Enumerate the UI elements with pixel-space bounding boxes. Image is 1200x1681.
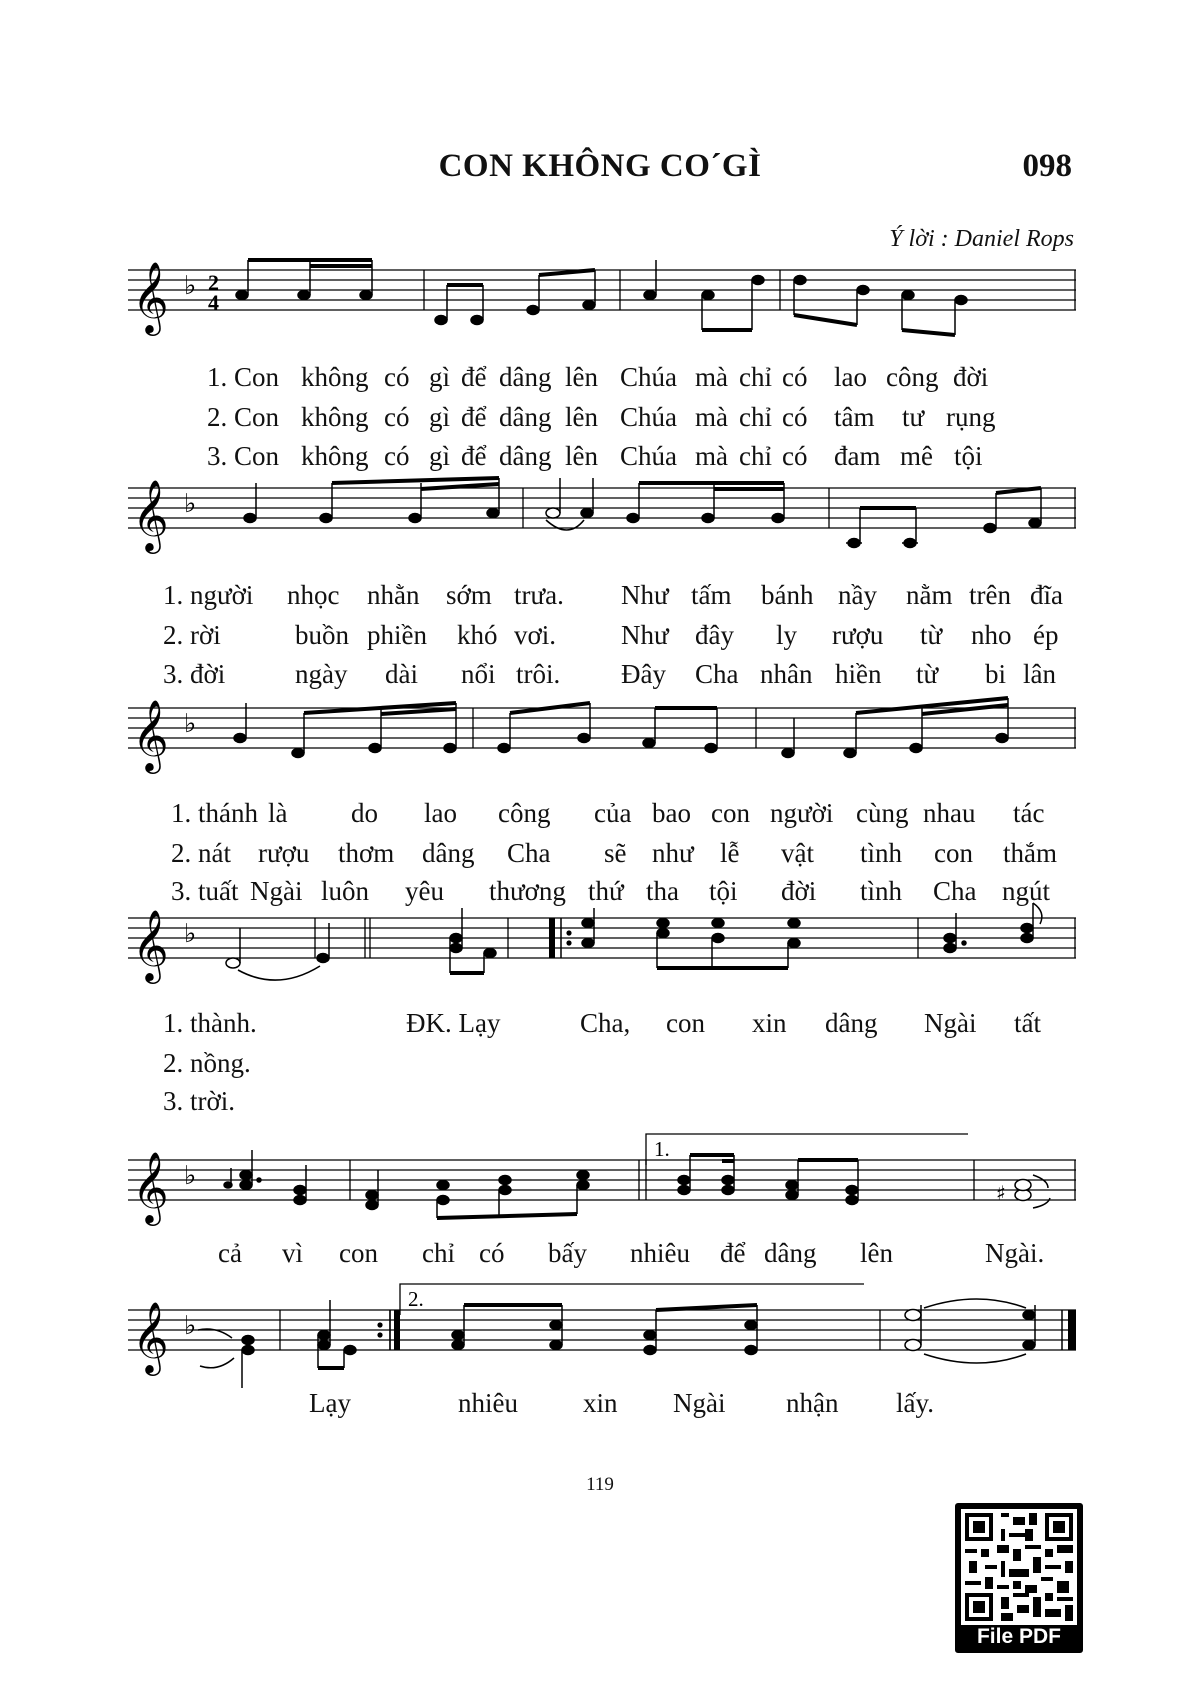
lyric-syllable: Lạy (309, 1388, 351, 1418)
lyric-syllable: nhau (923, 798, 976, 828)
song-title: CON KHÔNG CO´GÌ (438, 148, 762, 184)
lyric-syllable: bao (652, 798, 691, 828)
lyric-syllable: vơi. (514, 620, 557, 650)
music-system-1 (128, 260, 1076, 480)
lyric-syllable: để (461, 402, 487, 432)
lyric-syllable: 1. thành. (163, 1008, 257, 1038)
lyric-syllable: lao (834, 362, 867, 392)
lyric-syllable: nho (971, 620, 1012, 650)
lyric-syllable: xin (752, 1008, 787, 1038)
lyric-syllable: mà (695, 441, 728, 471)
lyric-syllable: thương (489, 876, 566, 906)
lyric-syllable: 2. Con (207, 402, 280, 432)
lyric-syllable: có (384, 362, 410, 392)
lyric-syllable: nhằn (367, 580, 420, 610)
lyric-syllable: là (268, 798, 288, 828)
lyric-syllable: tội (709, 876, 738, 906)
lyric-syllable: Đây (621, 659, 666, 689)
lyric-syllable: bấy (548, 1238, 587, 1268)
music-system-6 (128, 1280, 1076, 1450)
lyric-syllable: tư (902, 402, 925, 432)
lyric-syllable: vật (781, 838, 814, 868)
lyric-syllable: nhận (786, 1388, 839, 1418)
lyric-syllable: cả (218, 1238, 242, 1268)
lyric-syllable: 3. trời. (163, 1086, 236, 1116)
lyric-syllable: tất (1014, 1008, 1041, 1038)
lyric-syllable: con (711, 798, 750, 828)
lyric-syllable: đời (953, 362, 989, 392)
lyric-syllable: bi (985, 659, 1007, 689)
lyric-syllable: có (479, 1238, 505, 1268)
lyric-syllable: gì (429, 362, 451, 392)
page-number: 119 (586, 1474, 614, 1495)
lyric-syllable: vì (282, 1238, 304, 1268)
lyric-syllable: luôn (321, 876, 370, 906)
lyric-syllable: nhiêu (458, 1388, 518, 1418)
lyric-syllable: yêu (405, 876, 444, 906)
lyric-syllable: không (301, 441, 369, 471)
lyric-syllable: của (594, 798, 632, 828)
lyric-syllable: gì (429, 402, 451, 432)
lyric-syllable: do (351, 798, 378, 828)
svg-text:♭: ♭ (184, 1161, 197, 1191)
lyric-syllable: chỉ (739, 441, 772, 471)
lyric-syllable: lên (565, 441, 598, 471)
lyric-syllable: con (339, 1238, 378, 1268)
lyric-syllable: 3. Con (207, 441, 280, 471)
lyric-syllable: đĩa (1030, 580, 1063, 610)
lyric-syllable: gì (429, 441, 451, 471)
svg-text:𝄞: 𝄞 (132, 698, 169, 771)
lyric-syllable: xin (583, 1388, 618, 1418)
lyric-syllable: dâng (764, 1238, 817, 1268)
lyric-syllable: dài (385, 659, 418, 689)
lyric-syllable: có (782, 441, 808, 471)
lyric-syllable: Cha (507, 838, 551, 868)
lyric-syllable: phiền (367, 620, 427, 650)
lyric-syllable: ly (776, 620, 798, 650)
lyric-syllable: dâng (499, 402, 552, 432)
lyric-syllable: người (770, 798, 834, 828)
lyric-syllable: rượu (258, 838, 310, 868)
lyric-syllable: chỉ (739, 362, 772, 392)
music-system-5 (128, 1130, 1076, 1280)
svg-text:♭: ♭ (184, 919, 197, 949)
music-system-2 (128, 478, 1076, 698)
lyric-syllable: cùng (856, 798, 909, 828)
lyric-syllable: khó (457, 620, 498, 650)
lyric-syllable: ĐK. Lạy (406, 1008, 501, 1038)
lyric-syllable: trôi. (516, 659, 561, 689)
lyric-syllable: đời (781, 876, 817, 906)
qr-code-icon (961, 1509, 1077, 1625)
lyric-syllable: nhiêu (630, 1238, 690, 1268)
svg-text:♭: ♭ (184, 489, 197, 519)
lyric-syllable: tâm (834, 402, 875, 432)
lyric-syllable: rụng (946, 402, 996, 432)
lyric-syllable: nổi (461, 659, 496, 689)
lyric-syllable: buồn (295, 620, 349, 650)
lyric-syllable: tấm (691, 580, 732, 610)
lyric-syllable: thơm (338, 838, 395, 868)
lyric-syllable: Ngài (673, 1388, 726, 1418)
lyric-syllable: 3. đời (163, 659, 226, 689)
lyric-syllable: ngút (1002, 876, 1051, 906)
svg-text:♭: ♭ (184, 1311, 197, 1341)
lyric-syllable: lấy. (896, 1388, 934, 1418)
lyric-syllable: có (384, 441, 410, 471)
lyric-syllable: đam (834, 441, 881, 471)
lyric-syllable: Ngài (924, 1008, 977, 1038)
lyric-syllable: Như (621, 580, 669, 610)
staff-4 (128, 908, 1076, 998)
lyric-syllable: lễ (720, 838, 740, 868)
svg-text:♯: ♯ (996, 1181, 1006, 1205)
lyric-syllable: Ngài (250, 876, 303, 906)
lyric-syllable: Chúa (620, 441, 677, 471)
lyric-syllable: có (782, 402, 808, 432)
lyric-syllable: 3. tuất (171, 876, 239, 906)
lyric-syllable: con (666, 1008, 705, 1038)
lyric-syllable: 1. thánh (171, 798, 258, 828)
lyric-syllable: không (301, 362, 369, 392)
lyric-syllable: mà (695, 402, 728, 432)
lyric-syllable: không (301, 402, 369, 432)
lyric-syllable: con (934, 838, 973, 868)
lyric-syllable: dâng (499, 362, 552, 392)
lyric-syllable: để (720, 1238, 746, 1268)
svg-text:2.: 2. (408, 1287, 424, 1311)
lyric-syllable: dâng (422, 838, 475, 868)
lyric-syllable: mà (695, 362, 728, 392)
music-system-3 (128, 698, 1076, 908)
lyric-syllable: mê (900, 441, 933, 471)
lyric-syllable: nằm (906, 580, 953, 610)
lyricist-credit: Ý lời : Daniel Rops (889, 226, 1074, 252)
lyric-syllable: 1. Con (207, 362, 280, 392)
lyric-syllable: lên (565, 402, 598, 432)
svg-text:2: 2 (208, 270, 219, 295)
lyric-syllable: tình (860, 838, 903, 868)
svg-text:♭: ♭ (184, 709, 197, 739)
lyric-syllable: Cha (695, 659, 739, 689)
lyric-syllable: thứ (588, 876, 624, 906)
lyric-syllable: ép (1033, 620, 1059, 650)
lyric-syllable: Cha (933, 876, 977, 906)
lyric-syllable: tội (954, 441, 983, 471)
lyric-syllable: dâng (825, 1008, 878, 1038)
lyric-syllable: có (384, 402, 410, 432)
lyric-syllable: nầy (838, 580, 877, 610)
lyric-syllable: bánh (761, 580, 814, 610)
lyric-syllable: tình (860, 876, 903, 906)
lyric-syllable: để (461, 362, 487, 392)
lyric-syllable: lên (565, 362, 598, 392)
lyric-syllable: từ (916, 659, 939, 689)
lyric-syllable: nhọc (287, 580, 340, 610)
lyric-syllable: công (498, 798, 551, 828)
staff-1 (128, 260, 1076, 350)
svg-text:𝄞: 𝄞 (132, 1300, 169, 1373)
lyric-syllable: sẽ (604, 838, 627, 868)
lyric-syllable: chỉ (422, 1238, 455, 1268)
lyric-syllable: 2. nát (171, 838, 231, 868)
lyric-syllable: từ (920, 620, 943, 650)
svg-text:𝄞: 𝄞 (132, 908, 169, 981)
staff-2 (128, 478, 1076, 568)
lyric-syllable: Chúa (620, 402, 677, 432)
lyric-syllable: lên (860, 1238, 893, 1268)
lyric-syllable: Như (621, 620, 669, 650)
staff-6 (128, 1280, 1076, 1390)
lyric-syllable: nhân (760, 659, 813, 689)
lyric-syllable: ngày (295, 659, 348, 689)
lyric-syllable: 2. rời (163, 620, 221, 650)
lyric-syllable: dâng (499, 441, 552, 471)
lyric-syllable: Cha, (580, 1008, 631, 1038)
qr-label: File PDF (976, 1625, 1061, 1648)
svg-text:♭: ♭ (184, 271, 197, 301)
svg-text:4: 4 (208, 290, 219, 315)
lyric-syllable: 1. người (163, 580, 254, 610)
lyric-syllable: tha (646, 876, 679, 906)
lyric-syllable: có (782, 362, 808, 392)
music-system-4 (128, 908, 1076, 1130)
svg-text:𝄞: 𝄞 (132, 1150, 169, 1223)
lyric-syllable: công (886, 362, 939, 392)
lyric-syllable: thắm (1003, 838, 1057, 868)
lyric-syllable: lao (424, 798, 457, 828)
lyric-syllable: lân (1023, 659, 1056, 689)
lyric-syllable: chỉ (739, 402, 772, 432)
lyric-syllable: Ngài. (985, 1238, 1045, 1268)
song-number: 098 (1022, 148, 1072, 184)
lyric-syllable: 2. nồng. (163, 1048, 251, 1078)
staff-5 (128, 1130, 1076, 1240)
lyric-syllable: hiền (835, 659, 882, 689)
lyric-syllable: sớm (446, 580, 492, 610)
svg-text:𝄞: 𝄞 (132, 260, 169, 333)
qr-code[interactable] (955, 1503, 1083, 1653)
lyric-syllable: như (652, 838, 694, 868)
svg-text:𝄞: 𝄞 (132, 478, 169, 551)
lyric-syllable: tác (1013, 798, 1045, 828)
staff-3 (128, 698, 1076, 788)
lyric-syllable: trưa. (514, 580, 564, 610)
svg-text:1.: 1. (654, 1137, 670, 1161)
tie-icon (238, 966, 320, 980)
lyric-syllable: Chúa (620, 362, 677, 392)
lyric-syllable: đây (695, 620, 734, 650)
lyric-syllable: để (461, 441, 487, 471)
lyric-syllable: rượu (832, 620, 884, 650)
lyric-syllable: trên (969, 580, 1011, 610)
